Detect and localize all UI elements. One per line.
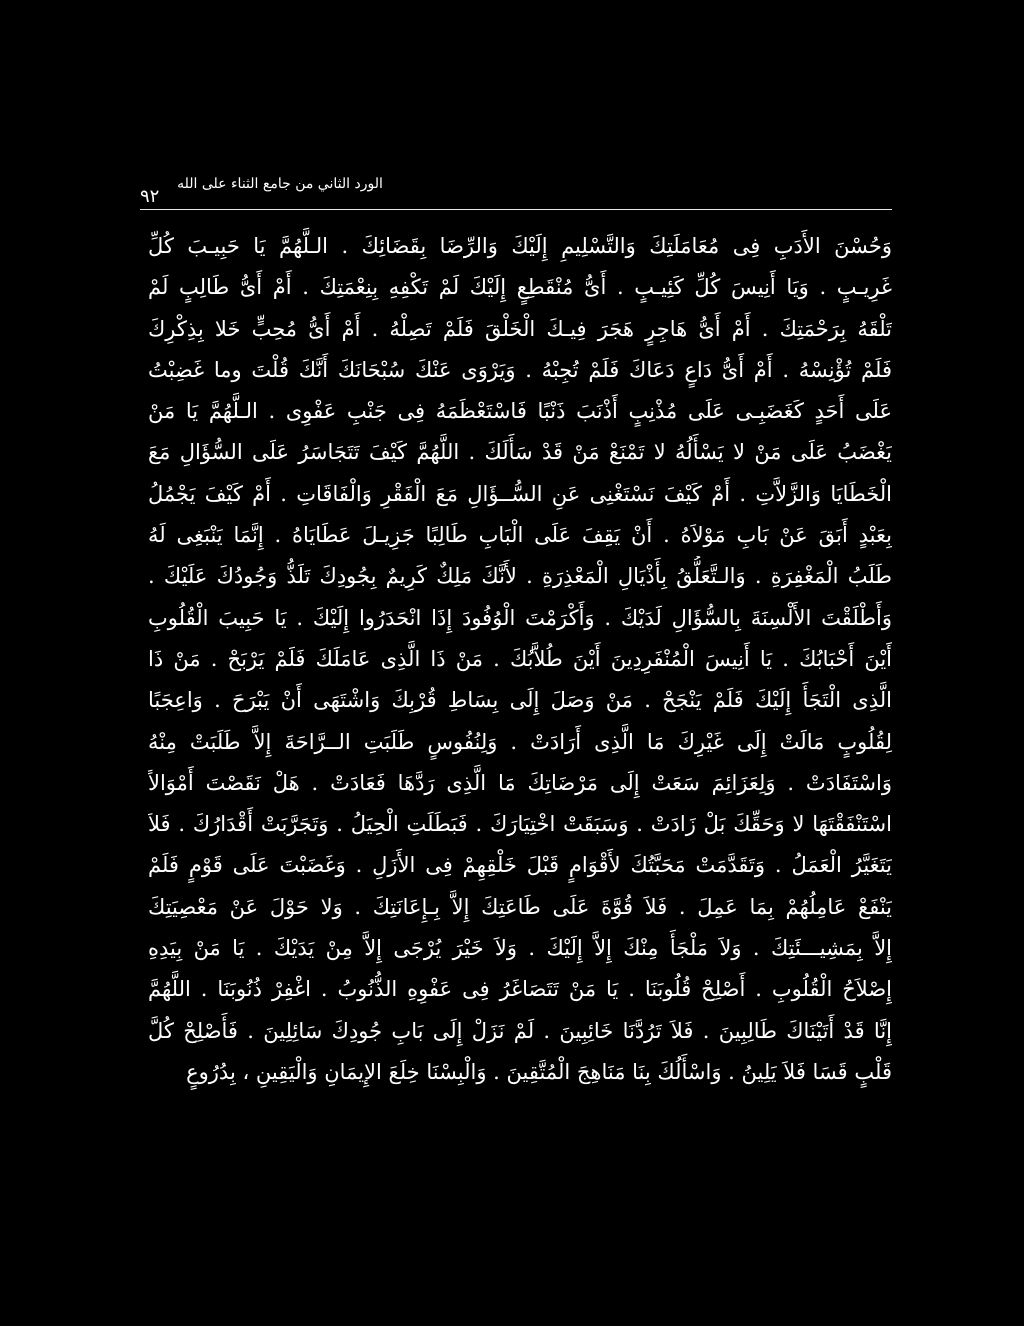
text-line: فَلَمْ تُؤْنِسْهُ . أَمْ أَىُّ دَاعٍ دَعَاكَ فَلَمْ تُجِبْهُ . وَيَرْوَى عَنْكَ سُبْحَانَكَ أَنَّكَ قُلْتَ وما غَضِبْتُ: [148, 357, 892, 382]
text-line: الَّذِى الْتَجَأَ إِلَيْكَ فَلَمْ يَنْجَحْ . مَنْ وَصَلَ إِلَى بِسَاطِ قُرْبِكَ وَاشْتَهَى أَنْ يَبْرَحَ . وَاعِجَبًا: [148, 688, 892, 713]
body-text: [148, 226, 892, 1093]
text-line: غَرِيـبٍ . وَيَا أَنِيسَ كُلِّ كَئِيـبٍ . أَىُّ مُنْقَطِعٍ إِلَيْكَ لَمْ تَكْفِهِ بِنِعْمَتِكَ . أَمْ أَىُّ طَالِبٍ لَمْ: [148, 275, 892, 300]
text-line: قَلْبٍ قَسَا فَلاَ يَلِينُ . وَاسْأَلُكَ بِنَا مَنَاهِجَ الْمُتَّقِينَ . وَالْبِسْنَا خِلَعَ الإِيمَانِ وَالْيَقِينِ ، بِدُرُوعٍ: [186, 1059, 892, 1084]
text-line: بِعَبْدٍ أَبَقَ عَنْ بَابِ مَوْلاَهُ . أَنْ يَقِفَ عَلَى الْبَابِ طَالِبًا جَزِيـلَ عَطَايَاهُ . إِنَّمَا يَنْبَغِى لَهُ: [148, 523, 892, 548]
text-line: يَنْفَعْ عَامِلُهُمْ بِمَا عَمِلَ . فَلاَ قُوَّةَ عَلَى طَاعَتِكَ إِلاَّ بِـإِعَانَتِكَ . وَلا حَوْلَ عَنْ مَعْصِيَتِكَ: [148, 894, 892, 919]
text-line: يَغْضَبُ عَلَى مَنْ لا يَسْأَلُهُ لا تَمْنَعْ مَنْ قَدْ سَأَلَكَ . اللَّهُمَّ كَيْفَ تَتَجَاسَرُ عَلَى السُّؤَالِ مَعَ: [148, 440, 892, 465]
text-line: وَأَطْلَقْتَ الأَلْسِنَةَ بِالسُّؤَالِ لَدَيْكَ . وَأَكْرَمْتَ الْوُفُودَ إِذَا انْحَدَرُوا إِلَيْكَ . يَا حَبِيبَ الْقُلُوبِ: [148, 605, 892, 630]
text-line: عَلَى أَحَدٍ كَغَضَبِـى عَلَى مُذْنِبٍ أَذْنَبَ ذَنْبًا فَاسْتَعْظَمَهُ فِى جَنْبِ عَفْوِى . الـلَّهُمَّ يَا مَنْ: [148, 399, 892, 424]
text-line: تَلْقَهُ بِرَحْمَتِكَ . أَمْ أَىُّ هَاجِرٍ هَجَرَ فِيـكَ الْخَلْقَ فَلَمْ تَصِلْهُ . أَمْ أَىُّ مُحِبٍّ خَلا بِذِكْرِكَ: [148, 316, 892, 341]
text-line: يَتَغَيَّرُ الْعَمَلُ . وَتَقَدَّمَتْ مَحَبَّتُكَ لأَقْوَامٍ قَبْلَ خَلْقِهِمْ فِى الأَزَلِ . وَغَضَبْتَ عَلَى قَوْمٍ فَلَمْ: [148, 853, 892, 878]
text-line: أَيْنَ أَحْبَابُكَ . يَا أَنِيسَ الْمُنْفَرِدِينَ أَيْنَ طُلاَّبُكَ . مَنْ ذَا الَّذِى عَامَلَكَ فَلَمْ يَرْبَحْ . مَنْ ذَا: [148, 646, 892, 671]
text-line: إِصْلاَحُ الْقُلُوبِ . أَصْلِحْ قُلُوبَنَا . يَا مَنْ تَتَصَاغَرُ فِى عَفْوِهِ الذُّنُوبُ . اغْفِرْ ذُنُوبَنَا . اللَّهُمَّ: [148, 977, 892, 1002]
page-number: ٩٢: [140, 186, 160, 207]
text-line: الْخَطَايَا وَالزَّلاَّتِ . أَمْ كَيْفَ نَسْتَغْنِى عَنِ السُّــؤَالِ مَعَ الْفَقْرِ وَالْفَاقَاتِ . أَمْ كَيْفَ يَجْمُلُ: [148, 481, 892, 506]
text-line: اسْتَنْفَقْتَهَا لا وَحَقِّكَ بَلْ زَادَتْ . وَسَبَقَتْ اخْتِيَارَكَ . فَبَطَلَتِ الْحِيَلُ . وَتَجَرَّبَتْ أَقْدَارُكَ . فَلاَ: [148, 812, 892, 837]
header-rule: [140, 209, 892, 210]
text-line: وَحُسْنَ الأَدَبِ فِى مُعَامَلَتِكَ وَالتَّسْلِيمِ إِلَيْكَ وَالرِّضَا بِقَضَائِكَ . الـلَّهُمَّ يَا حَبِيـبَ كُلِّ: [148, 234, 892, 258]
text-line: طَلَبُ الْمَغْفِرَةِ . وَالـتَّعَلُّقُ بِأَذْيَالِ الْمَعْذِرَةِ . لأَنَّكَ مَلِكٌ كَرِيمٌ بِجُودِكَ تَلَذُّ وَجُودُكَ عَلَيْكَ .: [148, 564, 892, 589]
text-line: إِنَّا قَدْ أَتَيْنَاكَ طَالِبِينَ . فَلاَ تَرُدَّنَا خَائِبِينَ . لَمْ نَزَلْ إِلَى بَابِ جُودِكَ سَائِلِينَ . فَأَصْلِحْ كُلَّ: [148, 1018, 892, 1043]
text-line: لِقُلُوبٍ مَالَتْ إِلَى غَيْرِكَ مَا الَّذِى أَرَادَتْ . وَلِنُفُوسٍ طَلَبَتِ الــرَّاحَةَ إِلاَّ طَلَبَتْ مِنْهُ: [148, 729, 892, 754]
running-header-title: الورد الثاني من جامع الثناء على الله: [177, 176, 383, 192]
text-line: إِلاَّ بِمَشِيـــئَتِكَ . وَلاَ مَلْجَأَ مِنْكَ إِلاَّ إِلَيْكَ . وَلاَ خَيْرَ يُرْجَى إِلاَّ مِنْ يَدَيْكَ . يَا مَنْ بِيَدِهِ: [148, 936, 892, 961]
text-line: وَاسْتَفَادَتْ . وَلِعَزَائِمَ سَعَتْ إِلَى مَرْضَاتِكَ مَا الَّذِى رَدَّهَا فَعَادَتْ . هَلْ نَقَصْتَ أَمْوَالاً: [148, 770, 892, 795]
